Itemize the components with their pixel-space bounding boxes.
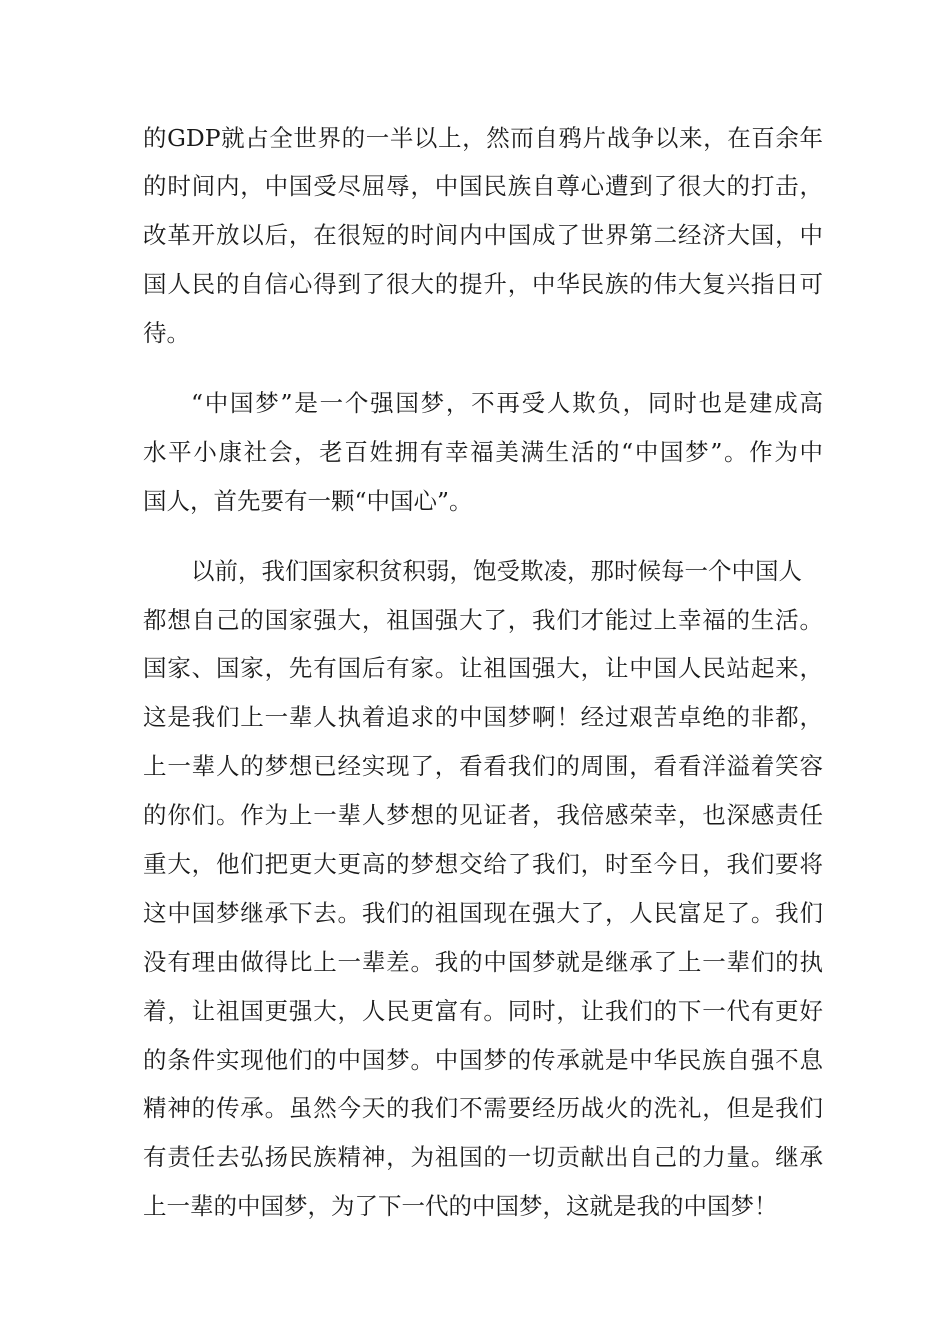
paragraph-3-line-1: 以前，我们国家积贫积弱，饱受欺凌，那时候每一个中国人	[191, 557, 802, 585]
paragraph-2-line-2: 水平小康社会，老百姓拥有幸福美满生活的“中国梦”。作为中	[143, 438, 823, 466]
paragraph-1-line-1: 的GDP就占全世界的一半以上，然而自鸦片战争以来，在百余年	[143, 124, 823, 152]
paragraph-1-line-3: 改革开放以后，在很短的时间内中国成了世界第二经济大国，中	[143, 221, 823, 249]
paragraph-3-line-12: 精神的传承。虽然今天的我们不需要经历战火的洗礼，但是我们	[143, 1094, 823, 1122]
paragraph-2-line-3: 国人，首先要有一颗“中国心”。	[143, 487, 473, 515]
paragraph-3-line-4: 这是我们上一辈人执着追求的中国梦啊！经过艰苦卓绝的非都，	[143, 703, 823, 731]
paragraph-3-line-11: 的条件实现他们的中国梦。中国梦的传承就是中华民族自强不息	[143, 1046, 823, 1074]
paragraph-2-line-1: “中国梦”是一个强国梦，不再受人欺负，同时也是建成高	[191, 389, 823, 417]
paragraph-1-line-2: 的时间内，中国受尽屈辱，中国民族自尊心遭到了很大的打击，	[143, 172, 823, 200]
paragraph-3-line-13: 有责任去弘扬民族精神，为祖国的一切贡献出自己的力量。继承	[143, 1143, 823, 1171]
paragraph-3-line-5: 上一辈人的梦想已经实现了，看看我们的周围，看看洋溢着笑容	[143, 752, 823, 780]
paragraph-3-line-14: 上一辈的中国梦，为了下一代的中国梦，这就是我的中国梦！	[143, 1192, 778, 1220]
paragraph-1-line-4: 国人民的自信心得到了很大的提升，中华民族的伟大复兴指日可	[143, 270, 823, 298]
paragraph-3-line-7: 重大，他们把更大更高的梦想交给了我们，时至今日，我们要将	[143, 850, 823, 878]
paragraph-3-line-3: 国家、国家，先有国后有家。让祖国强大，让中国人民站起来，	[143, 654, 823, 682]
paragraph-1-line-5: 待。	[143, 319, 190, 347]
paragraph-3-line-2: 都想自己的国家强大，祖国强大了，我们才能过上幸福的生活。	[143, 606, 823, 634]
paragraph-3-line-9: 没有理由做得比上一辈差。我的中国梦就是继承了上一辈们的执	[143, 948, 823, 976]
paragraph-3-line-6: 的你们。作为上一辈人梦想的见证者，我倍感荣幸，也深感责任	[143, 801, 823, 829]
paragraph-3-line-10: 着，让祖国更强大，人民更富有。同时，让我们的下一代有更好	[143, 997, 823, 1025]
paragraph-3-line-8: 这中国梦继承下去。我们的祖国现在强大了，人民富足了。我们	[143, 899, 823, 927]
